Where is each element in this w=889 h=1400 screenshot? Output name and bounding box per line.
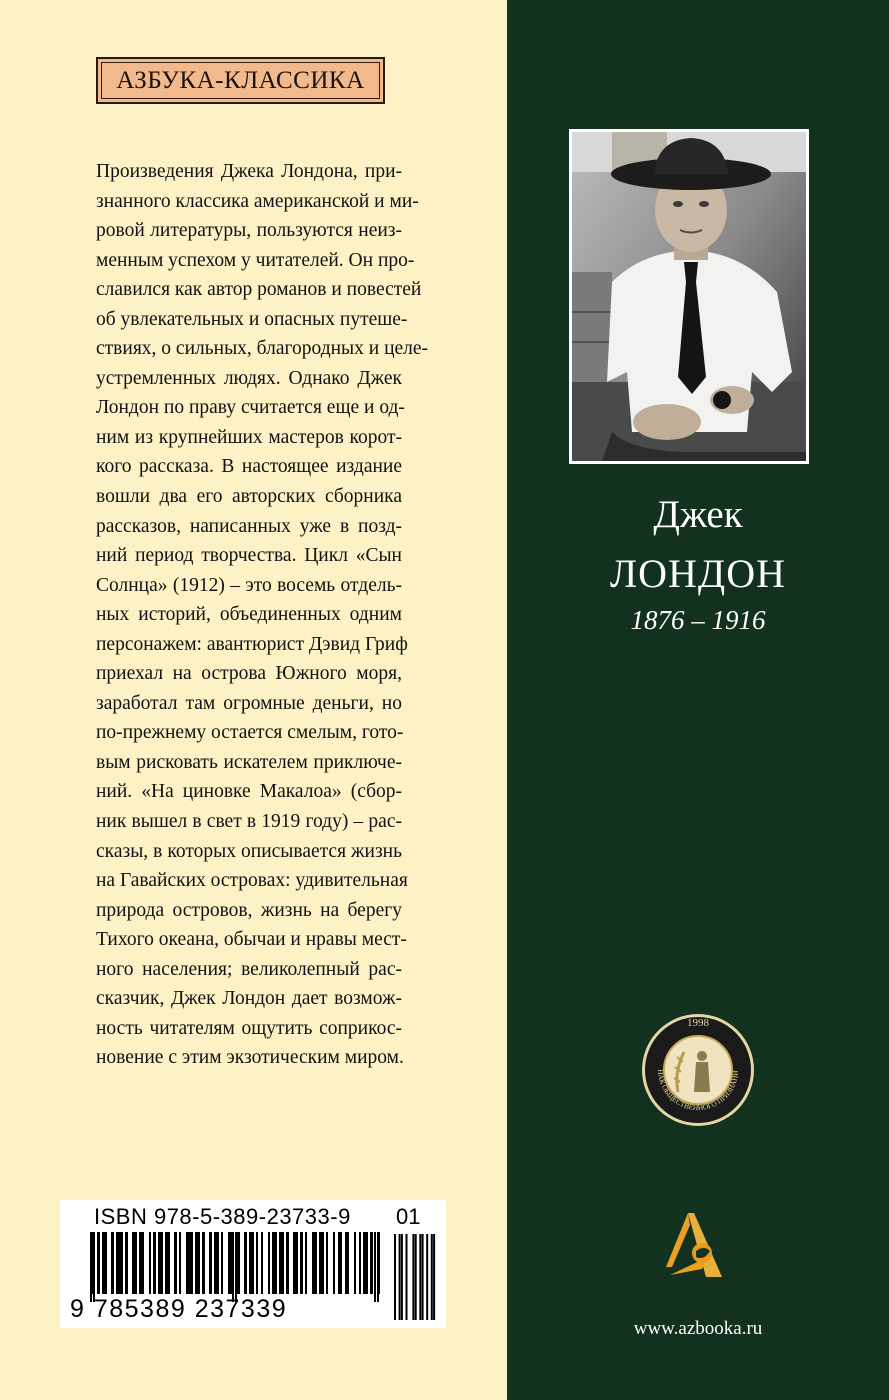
description-line: ствиях, о сильных, благородных и целе- bbox=[96, 338, 429, 360]
description-line: по-прежнему остается смелым, гото- bbox=[96, 722, 404, 744]
description-line: ного населения; великолепный рас- bbox=[96, 958, 402, 980]
description-line: персонажем: авантюрист Дэвид Гриф bbox=[96, 633, 408, 655]
azbuka-logo-icon bbox=[666, 1213, 722, 1279]
description-line: ним из крупнейших мастеров корот- bbox=[96, 426, 402, 448]
description-line: Произведения Джека Лондона, при- bbox=[96, 161, 402, 182]
book-description bbox=[96, 157, 429, 1073]
description-line: Лондон по праву считается еще и од- bbox=[96, 397, 405, 419]
description-line: природа островов, жизнь на берегу bbox=[96, 899, 402, 921]
isbn-barcode bbox=[60, 1200, 446, 1328]
description-line: приехал на острова Южного моря, bbox=[96, 663, 402, 685]
series-badge-frame bbox=[101, 62, 380, 99]
description-line: кого рассказа. В настоящее издание bbox=[96, 456, 402, 478]
description-line: заработал там огромные деньги, но bbox=[96, 692, 402, 714]
description-line: Солнца» (1912) – это восемь отдель- bbox=[96, 574, 402, 596]
award-year: 1998 bbox=[687, 1017, 709, 1029]
description-line: ник вышел в свет в 1919 году) – рас- bbox=[96, 811, 402, 833]
public-recognition-badge bbox=[640, 1012, 756, 1128]
description-line: рассказов, написанных уже в позд- bbox=[96, 515, 402, 537]
description-line: вошли два его авторских сборника bbox=[96, 486, 402, 508]
description-line: ровой литературы, пользуются неиз- bbox=[96, 220, 402, 242]
author-photo bbox=[569, 129, 809, 464]
description-line: об увлекательных и опасных путеше- bbox=[96, 308, 408, 330]
description-line: Тихого океана, обычаи и нравы мест- bbox=[96, 929, 407, 951]
description-line: новение с этим экзотическим миром. bbox=[96, 1047, 404, 1069]
author-portrait-image bbox=[572, 132, 806, 461]
description-line: вым рисковать искателем приключе- bbox=[96, 751, 402, 773]
award-medal-icon bbox=[640, 1012, 756, 1128]
isbn-addon: 01 bbox=[396, 1204, 421, 1229]
ean-digits: 9 785389 237339 bbox=[70, 1295, 288, 1323]
series-badge bbox=[96, 57, 385, 104]
description-line: ний. «На циновке Макалоа» (сбор- bbox=[96, 781, 402, 803]
author-life-years: 1876 – 1916 bbox=[630, 605, 766, 635]
series-title: АЗБУКА-КЛАССИКА bbox=[116, 66, 365, 94]
author-last-name: ЛОНДОН bbox=[610, 551, 786, 596]
description-line: сказы, в которых описывается жизнь bbox=[96, 840, 402, 862]
description-line: ний период творчества. Цикл «Сын bbox=[96, 545, 402, 567]
description-line: устремленных людях. Однако Джек bbox=[96, 367, 402, 389]
publisher-website: www.azbooka.ru bbox=[633, 1318, 763, 1339]
description-line: славился как автор романов и повестей bbox=[96, 279, 422, 301]
award-caption: НАК ОБЩЕСТВЕННОГО ПРИЗНАНИ bbox=[655, 1069, 741, 1113]
description-line: ных историй, объединенных одним bbox=[96, 604, 402, 626]
description-line: ность читателям ощутить соприкос- bbox=[96, 1017, 402, 1039]
description-line: на Гавайских островах: удивительная bbox=[96, 870, 408, 892]
description-line: знанного классика американской и ми- bbox=[96, 190, 419, 212]
isbn-number: ISBN 978-5-389-23733-9 bbox=[94, 1204, 351, 1229]
publisher-logo bbox=[666, 1213, 722, 1279]
description-line: сказчик, Джек Лондон дает возмож- bbox=[96, 988, 402, 1010]
description-line: менным успехом у читателей. Он про- bbox=[96, 249, 415, 271]
author-first-name: Джек bbox=[653, 493, 743, 536]
